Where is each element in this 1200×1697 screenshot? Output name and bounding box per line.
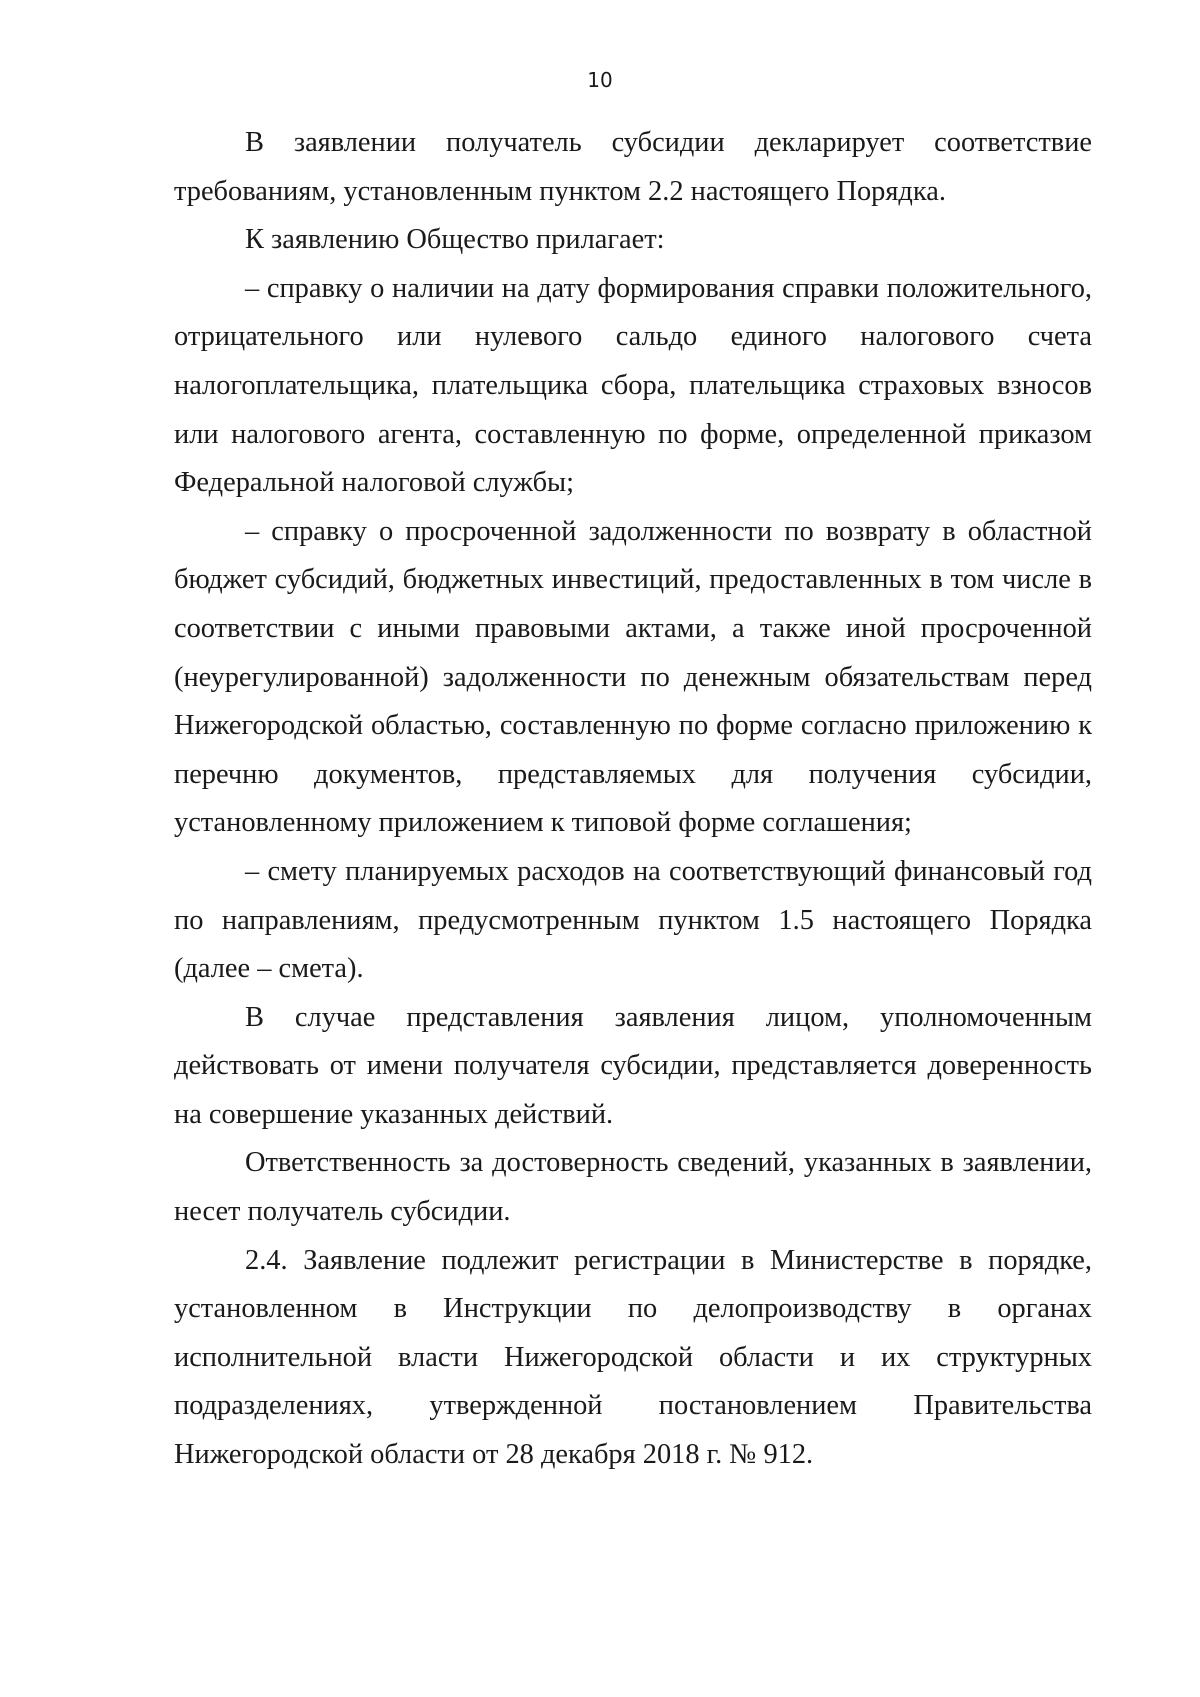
- paragraph-tax-balance-certificate: – справку о наличии на дату формирования справки положительного, отрицательного или нулевого сальдо единого налогового счета налогоплательщика, плательщика сбора, плательщика страховых взносов или налогового агента, составленную по форме, определенной приказом Федеральной налоговой службы;: [174, 272, 1092, 499]
- paragraph-overdue-debt-certificate: – справку о просроченной задолженности по возврату в областной бюджет субсидий, бюджетных инвестиций, предоставленных в том числе в соответствии с иными правовыми актами, а также иной просроченной (неурегулированной) задолженности по денежным обязательствам перед Нижегородской областью, составленную по форме согласно приложению к перечню документов, представляемых для получения субсидии, установленному приложением к типовой форме соглашения;: [174, 515, 1092, 839]
- paragraph-responsibility: Ответственность за достоверность сведений, указанных в заявлении, несет получатель субсидии.: [174, 1147, 1092, 1228]
- paragraph-power-of-attorney: В случае представления заявления лицом, уполномоченным действовать от имени получателя субсидии, представляется доверенность на совершение указанных действий.: [174, 1001, 1092, 1130]
- paragraph-registration: 2.4. Заявление подлежит регистрации в Министерстве в порядке, установленном в Инструкции по делопроизводству в органах исполнительной власти Нижегородской области и их структурных подразделениях, утвержденной постановлением Правительства Нижегородской области от 28 декабря 2018 г. № 912.: [174, 1244, 1092, 1471]
- paragraph-expense-estimate: – смету планируемых расходов на соответствующий финансовый год по направлениям, предусмотренным пунктом 1.5 настоящего Порядка (далее – смета).: [174, 855, 1092, 985]
- document-body: [174, 119, 1092, 1480]
- paragraph-declaration: В заявлении получатель субсидии декларирует соответствие требованиям, установленным пунктом 2.2 настоящего Порядка.: [174, 127, 1092, 207]
- paragraph-attachments-intro: К заявлению Общество прилагает:: [245, 224, 665, 256]
- page-number: 10: [587, 68, 613, 92]
